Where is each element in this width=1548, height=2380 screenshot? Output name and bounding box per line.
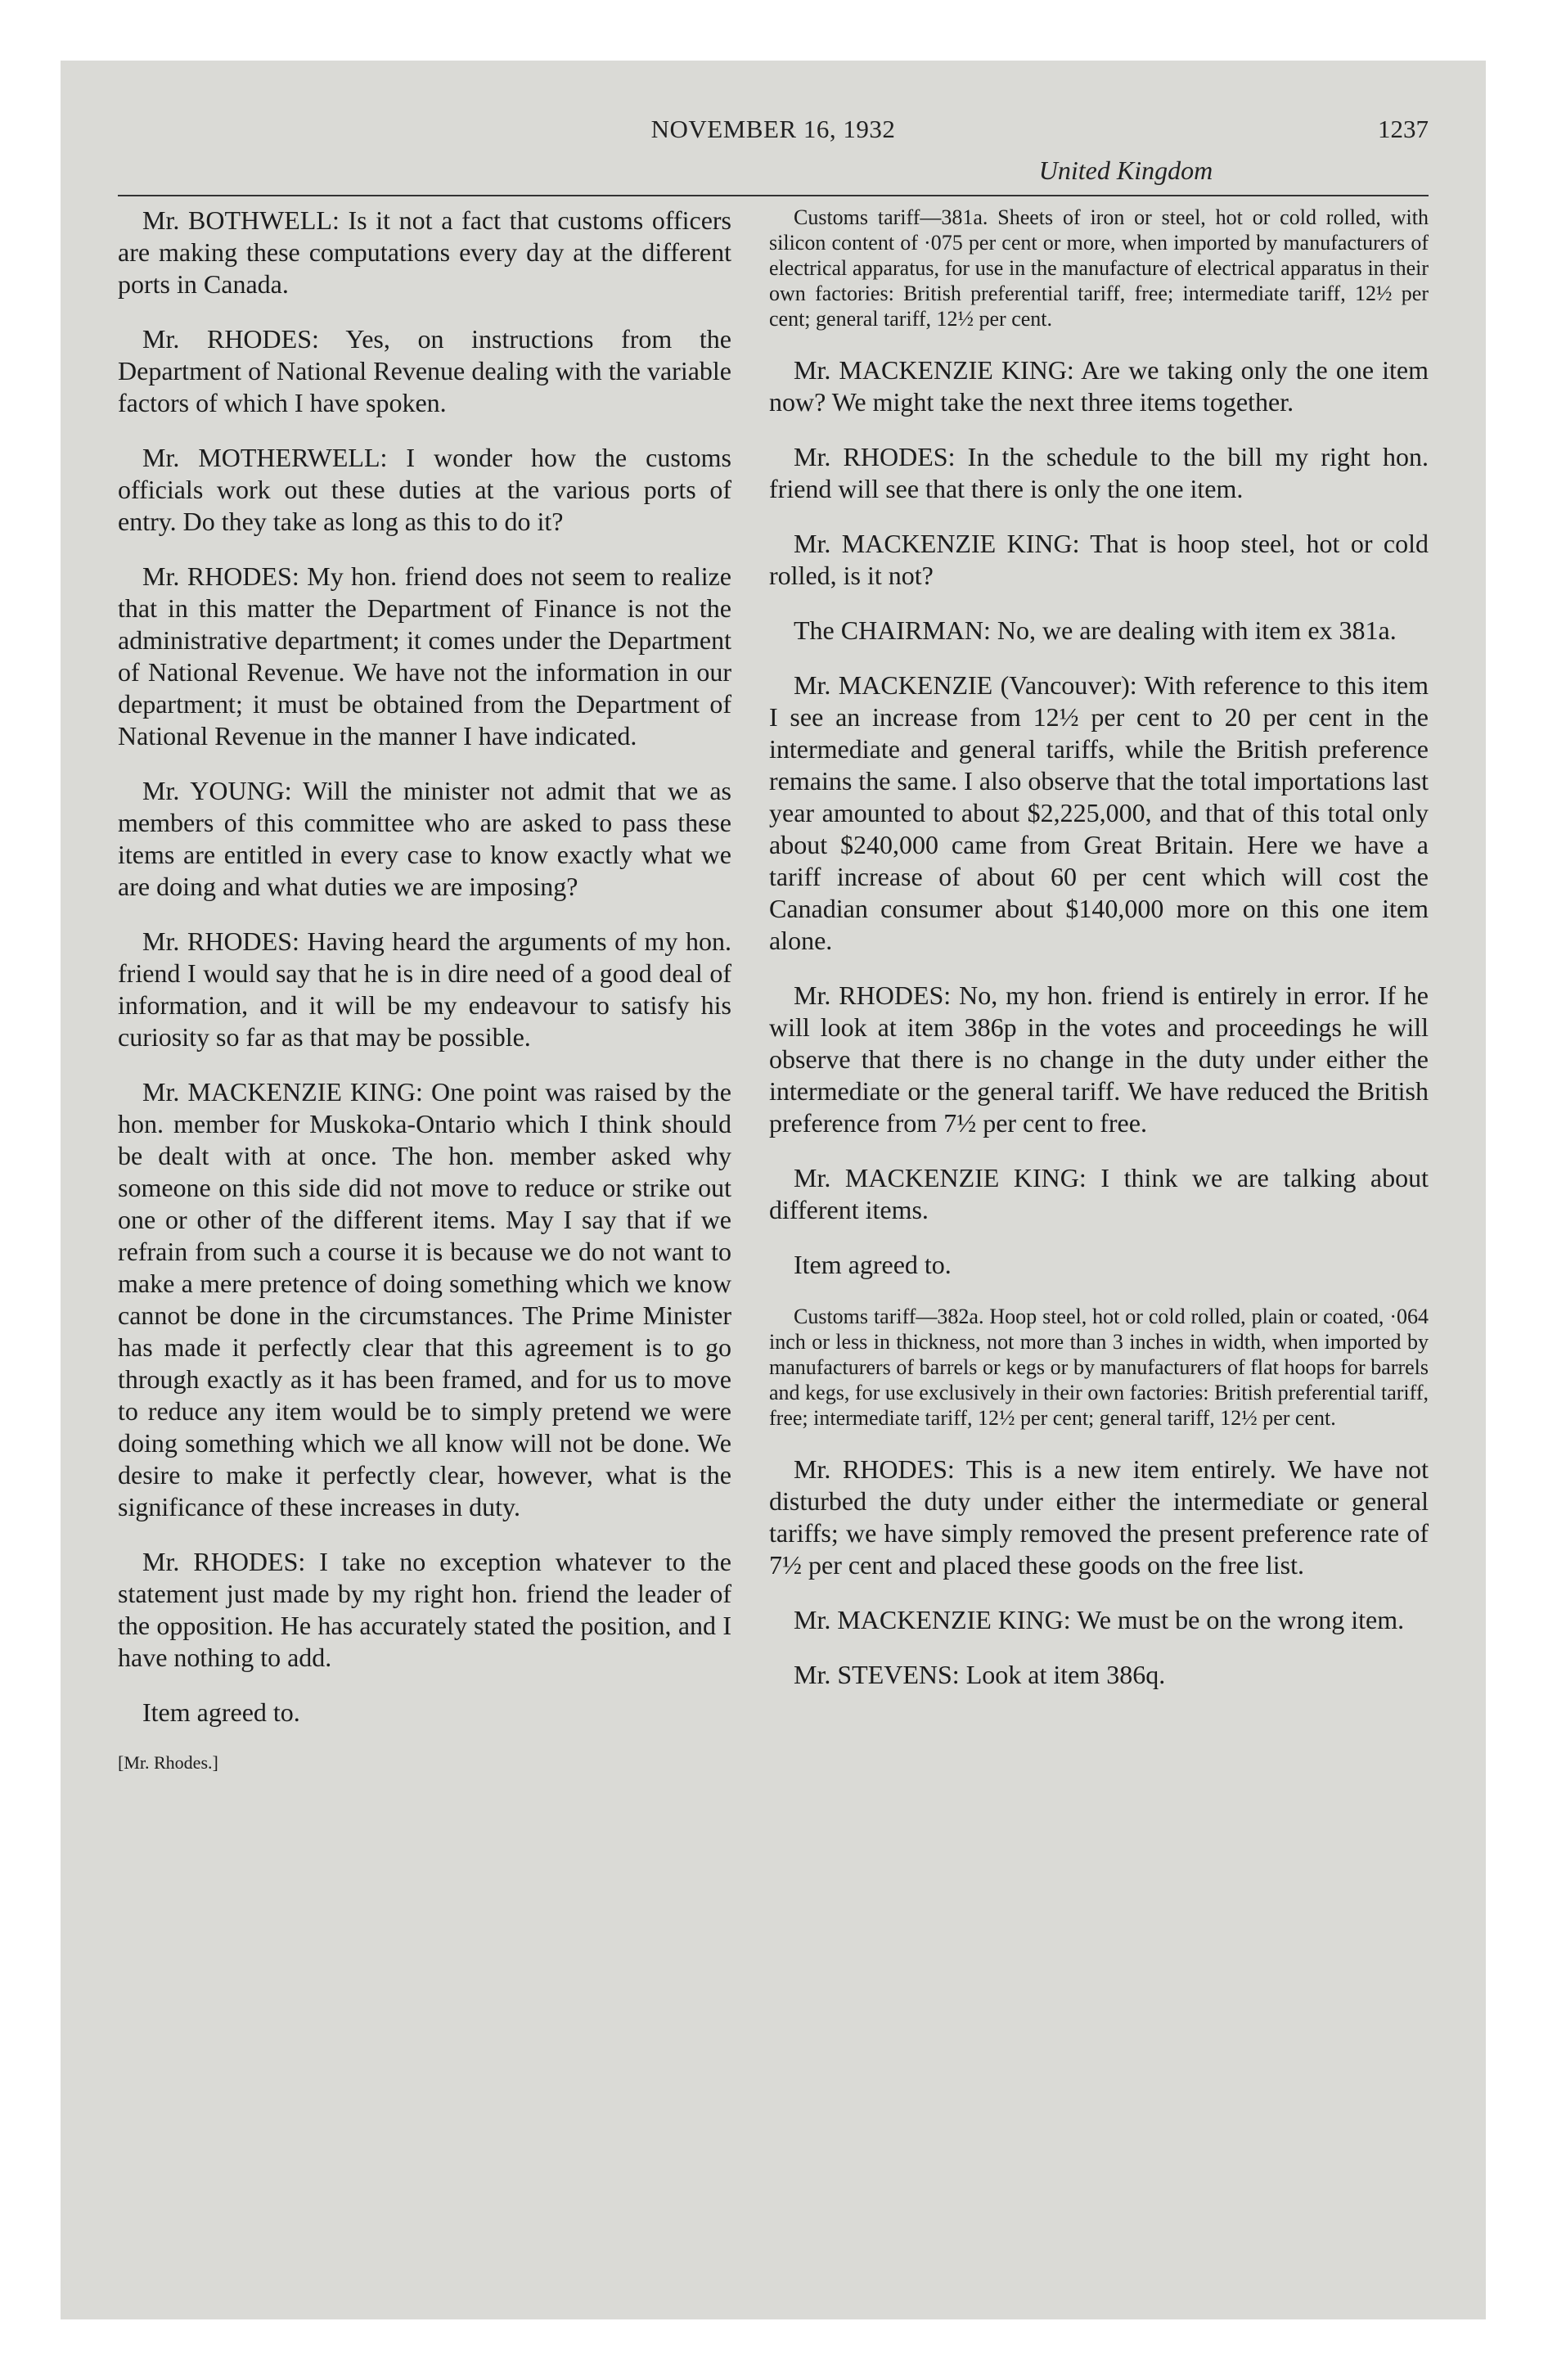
page-number: 1237	[1378, 115, 1429, 143]
item-agreed-note: Item agreed to.	[142, 1697, 300, 1727]
speech-paragraph: Mr. MACKENZIE KING: That is hoop steel, hot or cold rolled, is it not?	[769, 529, 1429, 590]
section-title: United Kingdom	[1038, 156, 1213, 185]
speech-paragraph: Mr. RHODES: This is a new item entirely. We have not disturbed the duty under either the intermediate or general tariffs; we have simply removed the present preference rate of 7½ per cent and placed these goods on the free list.	[769, 1454, 1429, 1580]
tariff-item-382a: Customs tariff—382a. Hoop steel, hot or cold rolled, plain or coated, ·064 inch or less in thickness, not more than 3 inches in width, when imported by manufacturers of barrels or kegs or by manufacturers of flat hoops for barrels and kegs, for use exclusively in their own factories: British preferential tariff, free; intermediate tariff, 12½ per cent; general tariff, 12½ per cent.	[769, 1305, 1429, 1430]
speech-paragraph: Mr. MACKENZIE KING: Are we taking only the one item now? We might take the next three items together.	[769, 355, 1429, 417]
speech-paragraph: Mr. RHODES: Yes, on instructions from the Department of National Revenue dealing with the variable factors of which I have spoken.	[118, 324, 731, 417]
item-agreed-note: Item agreed to.	[794, 1250, 952, 1279]
speech-paragraph: Mr. STEVENS: Look at item 386q.	[794, 1660, 1166, 1689]
speech-paragraph: The CHAIRMAN: No, we are dealing with item ex 381a.	[794, 615, 1397, 645]
speech-paragraph: Mr. YOUNG: Will the minister not admit that we as members of this committee who are asked to pass these items are entitled in every case to know exactly what we are doing and what duties we are imposing?	[118, 776, 731, 901]
speech-paragraph: Mr. MACKENZIE KING: We must be on the wrong item.	[794, 1605, 1405, 1634]
header-date: NOVEMBER 16, 1932	[650, 115, 896, 143]
left-column	[118, 205, 731, 1774]
speech-paragraph: Mr. MOTHERWELL: I wonder how the customs officials work out these duties at the various ports of entry. Do they take as long as this to do it?	[118, 443, 731, 536]
speech-paragraph: Mr. RHODES: Having heard the arguments of my hon. friend I would say that he is in dire need of a good deal of information, and it will be my endeavour to satisfy his curiosity so far as that may be possible.	[118, 926, 731, 1052]
speech-paragraph: Mr. RHODES: My hon. friend does not seem to realize that in this matter the Department of Finance is not the administrative department; it comes under the Department of National Revenue. We have not the information in our department; it must be obtained from the Department of National Revenue in the manner I have indicated.	[118, 561, 731, 751]
speech-paragraph: Mr. RHODES: In the schedule to the bill my right hon. friend will see that there is only the one item.	[769, 442, 1429, 503]
speech-paragraph: Mr. BOTHWELL: Is it not a fact that customs officers are making these computations every day at the different ports in Canada.	[118, 205, 731, 299]
header-rule	[118, 195, 1429, 196]
speaker-footer: [Mr. Rhodes.]	[118, 1752, 218, 1773]
speech-paragraph: Mr. RHODES: No, my hon. friend is entirely in error. If he will look at item 386p in the votes and proceedings he will observe that there is no change in the duty under either the intermediate or the general tariff. We have reduced the British preference from 7½ per cent to free.	[769, 980, 1429, 1138]
speech-paragraph: Mr. RHODES: I take no exception whatever to the statement just made by my right hon. friend the leader of the opposition. He has accurately stated the position, and I have nothing to add.	[118, 1547, 731, 1672]
hansard-page	[61, 61, 1486, 2319]
speech-paragraph: Mr. MACKENZIE KING: One point was raised by the hon. member for Muskoka-Ontario which I think should be dealt with at once. The hon. member asked why someone on this side did not move to reduce or strike out one or other of the different items. May I say that if we refrain from such a course it is because we do not want to make a mere pretence of doing something which we know cannot be done in the circumstances. The Prime Minister has made it perfectly clear that this agreement is to go through exactly as it has been framed, and for us to move to reduce any item would be to simply pretend we were doing something which we all know will not be done. We desire to make it perfectly clear, however, what is the significance of these increases in duty.	[118, 1077, 731, 1521]
right-column	[769, 205, 1429, 1714]
speech-paragraph: Mr. MACKENZIE (Vancouver): With reference to this item I see an increase from 12½ per cent to 20 per cent in the intermediate and general tariffs, while the British preference remains the same. I also observe that the total importations last year amounted to about $2,225,000, and that of this total only about $240,000 came from Great Britain. Here we have a tariff increase of about 60 per cent which will cost the Canadian consumer about $140,000 more on this one item alone.	[769, 670, 1429, 955]
tariff-item-381a: Customs tariff—381a. Sheets of iron or steel, hot or cold rolled, with silicon content of ·075 per cent or more, when imported by manufacturers of electrical apparatus, for use in the manufacture of electrical apparatus in their own factories: British preferential tariff, free; intermediate tariff, 12½ per cent; general tariff, 12½ per cent.	[769, 205, 1429, 331]
speech-paragraph: Mr. MACKENZIE KING: I think we are talking about different items.	[769, 1163, 1429, 1224]
